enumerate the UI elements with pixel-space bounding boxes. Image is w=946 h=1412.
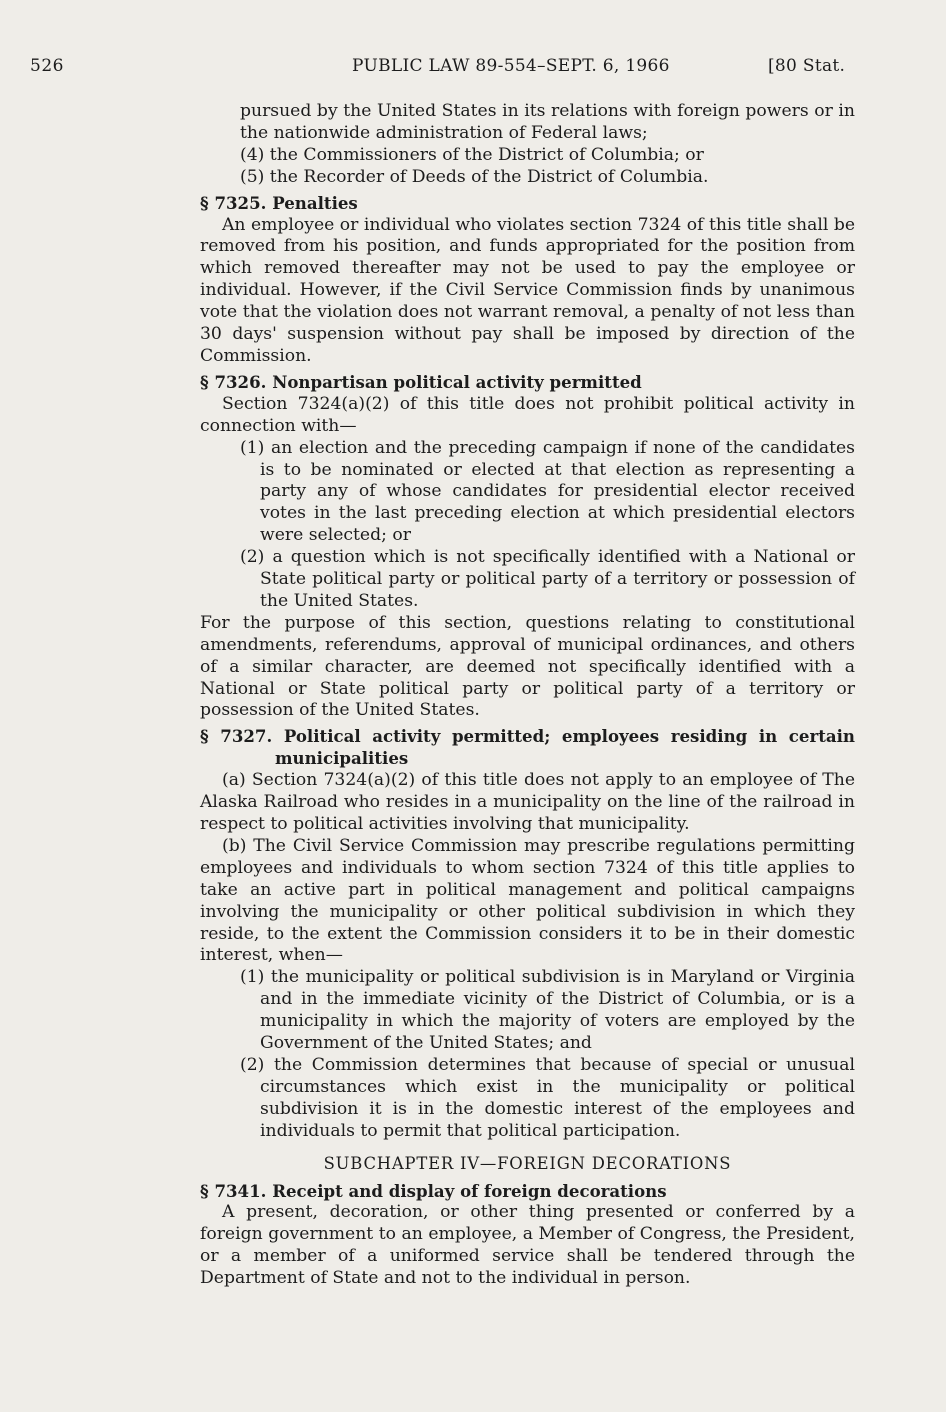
page-body [200,101,855,1290]
section-heading-7341: § 7341. Receipt and display of foreign decorations [200,1180,667,1201]
section-text: Section 7324(a)(2) of this title does not prohibit political activity in connection with— [200,393,855,436]
list-item: (5) the Recorder of Deeds of the District of Columbia. [240,166,709,187]
section-heading-7325: § 7325. Penalties [200,192,358,213]
section-text: An employee or individual who violates section 7324 of this title shall be removed from his position, and funds appropriated for the position from which removed thereafter may not be used to pay the employee or individual. However, if the Civil Service Commission finds by unanimous vote that the violation does not warrant removal, a penalty of not less than 30 days' suspension without pay shall be imposed by direction of the Commission. [200,214,855,366]
list-item: (2) a question which is not specifically identified with a National or State political party or political party of a territory or possession of the United States. [240,547,855,611]
list-item: (1) the municipality or political subdivision is in Maryland or Virginia and in the immediate vicinity of the District of Columbia, or is a municipality in which the majority of voters are employed by the Government of the United States; and [240,967,855,1054]
section-text: (b) The Civil Service Commission may prescribe regulations permitting employees and individuals to whom section 7324 of this title applies to take an active part in political management and political campaigns involving the municipality or other political subdivision in which they reside, to the extent the Commission considers it to be in their domestic interest, when— [200,835,855,966]
page-number: 526 [30,56,64,76]
section-heading-7327: § 7327. Political activity permitted; employees residing in certain municipalities [200,726,855,769]
section-heading-7326: § 7326. Nonpartisan political activity permitted [200,371,642,392]
list-item: (4) the Commissioners of the District of Columbia; or [240,144,704,165]
section-text: For the purpose of this section, questions relating to constitutional amendments, referendums, approval of municipal ordinances, and others of a similar character, are deemed not specifically identified with a National or State political party or political party of a territory or possession of the United States. [200,612,855,721]
section-text: A present, decoration, or other thing presented or conferred by a foreign government to an employee, a Member of Congress, the President, or a member of a uniformed service shall be tendered through the Department of State and not to the individual in person. [200,1202,855,1289]
statute-reference: [80 Stat. [768,56,846,76]
section-text: (a) Section 7324(a)(2) of this title does not apply to an employee of The Alaska Railroad who resides in a municipality on the line of the railroad in respect to political activities involving that municipality. [200,770,855,834]
list-item: (2) the Commission determines that because of special or unusual circumstances which exist in the municipality or political subdivision it is in the domestic interest of the employees and individuals to permit that political participation. [240,1054,855,1141]
subchapter-title: SUBCHAPTER IV—FOREIGN DECORATIONS [323,1153,732,1173]
running-head: PUBLIC LAW 89-554–SEPT. 6, 1966 [352,56,670,76]
list-item: (1) an election and the preceding campaign if none of the candidates is to be nominated or elected at that election as representing a party any of whose candidates for presidential elector received votes in the last preceding election at which presidential electors were selected; or [240,437,855,546]
continued-text: pursued by the United States in its relations with foreign powers or in the nationwide administration of Federal laws; [240,101,855,143]
